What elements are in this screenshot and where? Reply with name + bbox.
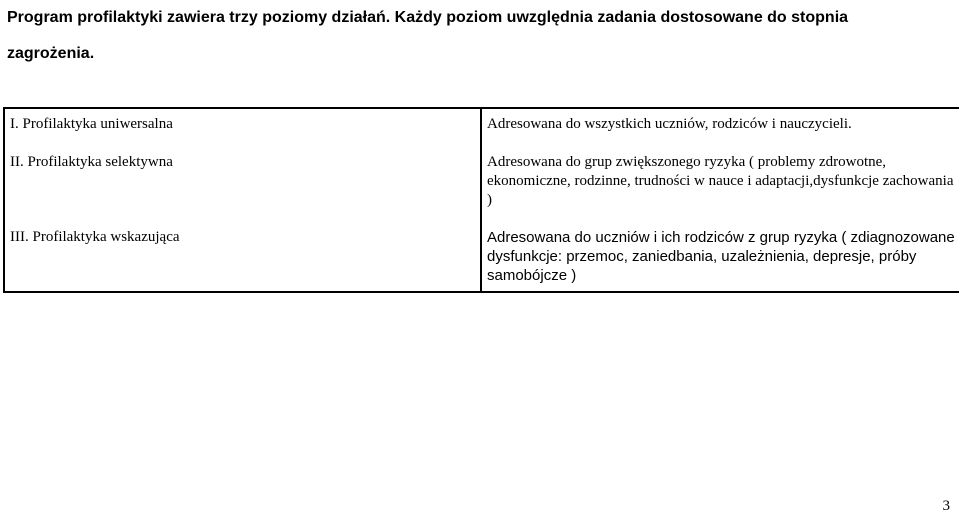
level-names-cell — [4, 108, 481, 292]
page-number: 3 — [942, 498, 950, 514]
level-description-indicated: Adresowana do uczniów i ich rodziców z grup ryzyka ( zdiagnozowane dysfunkcje: przemoc, zaniedbania, uzależnienia, depresje, próby samobójcze ) — [487, 229, 955, 284]
intro-paragraph: Program profilaktyki zawiera trzy poziomy działań. Każdy poziom uwzględnia zadania dostosowane do stopnia zagrożenia. — [7, 9, 849, 62]
level-descriptions-cell — [481, 108, 959, 292]
level-name-indicated: III. Profilaktyka wskazująca — [10, 229, 180, 245]
table-row — [4, 108, 959, 292]
prevention-levels-table — [3, 107, 959, 293]
level-description-selective: Adresowana do grup zwiększonego ryzyka ( problemy zdrowotne, ekonomiczne, rodzinne, trudności w nauce i adaptacji,dysfunkcje zachowania ) — [487, 154, 954, 208]
level-name-selective: II. Profilaktyka selektywna — [10, 154, 173, 170]
level-description-universal: Adresowana do wszystkich uczniów, rodziców i nauczycieli. — [487, 116, 852, 132]
level-name-universal: I. Profilaktyka uniwersalna — [10, 116, 173, 132]
